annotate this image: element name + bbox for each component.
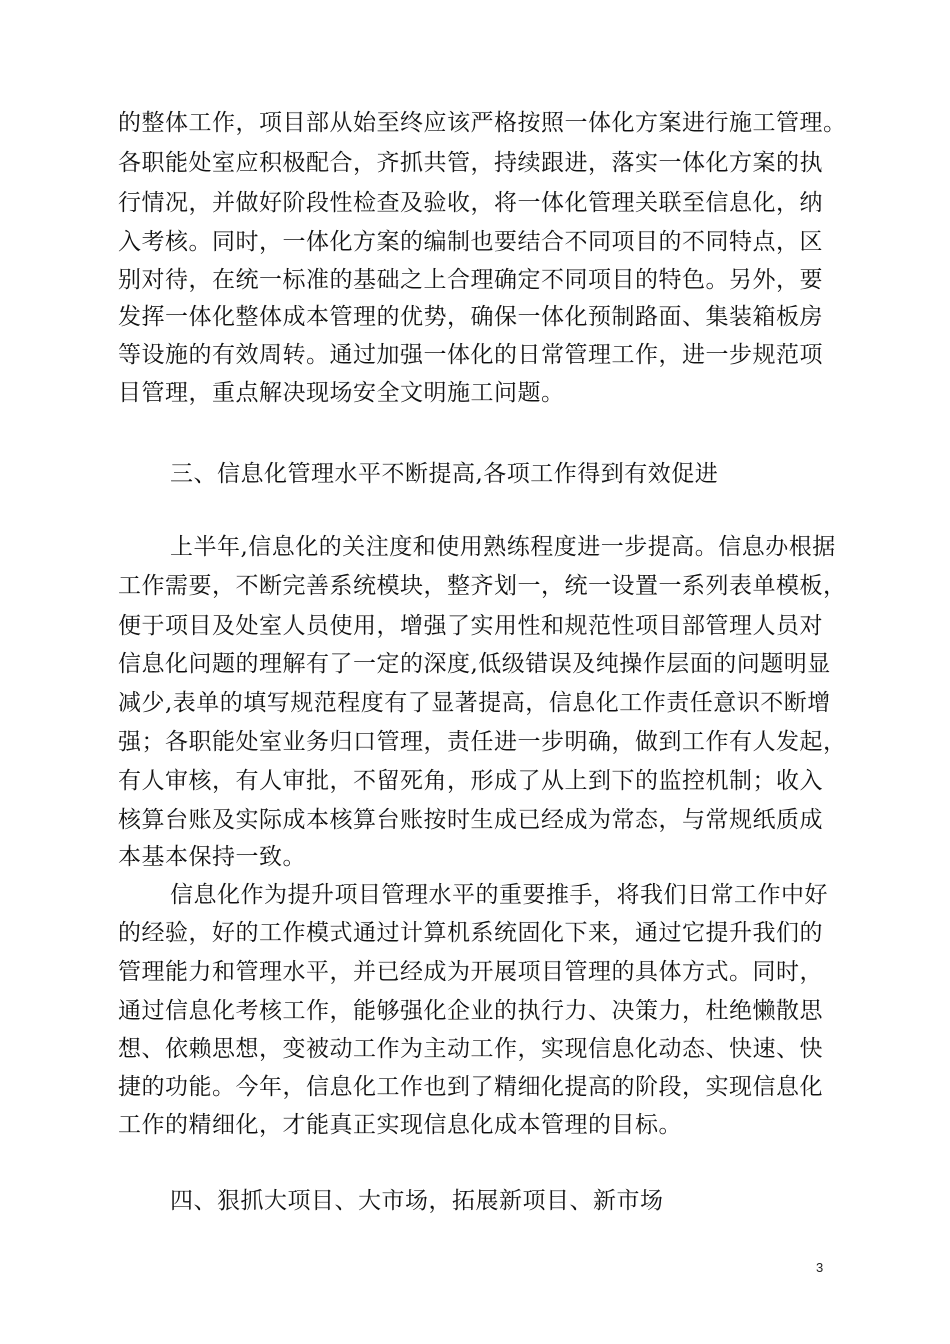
paragraph-line: 的经验，好的工作模式通过计算机系统固化下来，通过它提升我们的 (118, 920, 823, 946)
paragraph-line: 工作的精细化，才能真正实现信息化成本管理的目标。 (118, 1112, 682, 1138)
section-heading: 三、信息化管理水平不断提高,各项工作得到有效促进 (170, 461, 719, 487)
paragraph-line: 有人审核，有人审批，不留死角，形成了从上到下的监控机制；收入 (118, 768, 823, 794)
paragraph-line: 信息化作为提升项目管理水平的重要推手，将我们日常工作中好 (170, 882, 828, 908)
paragraph-line: 目管理，重点解决现场安全文明施工问题。 (118, 380, 565, 406)
page-number: 3 (816, 1260, 824, 1275)
paragraph-line: 信息化问题的理解有了一定的深度,低级错误及纯操作层面的问题明显 (118, 651, 831, 677)
paragraph-line: 核算台账及实际成本核算台账按时生成已经成为常态，与常规纸质成 (118, 807, 823, 833)
paragraph-line: 通过信息化考核工作，能够强化企业的执行力、决策力，杜绝懒散思 (118, 998, 823, 1024)
paragraph-line: 想、依赖思想，变被动工作为主动工作，实现信息化动态、快速、快 (118, 1036, 823, 1062)
paragraph-line: 强；各职能处室业务归口管理，责任进一步明确，做到工作有人发起， (118, 729, 847, 755)
paragraph-line: 发挥一体化整体成本管理的优势，确保一体化预制路面、集装箱板房 (118, 304, 823, 330)
paragraph-line: 工作需要，不断完善系统模块，整齐划一，统一设置一系列表单模板， (118, 573, 847, 599)
paragraph-line: 减少,表单的填写规范程度有了显著提高，信息化工作责任意识不断增 (118, 690, 831, 716)
paragraph-line: 等设施的有效周转。通过加强一体化的日常管理工作，进一步规范项 (118, 342, 823, 368)
paragraph-line: 便于项目及处室人员使用，增强了实用性和规范性项目部管理人员对 (118, 613, 823, 639)
paragraph-line: 上半年,信息化的关注度和使用熟练程度进一步提高。信息办根据 (170, 534, 836, 560)
paragraph-line: 行情况，并做好阶段性检查及验收，将一体化管理关联至信息化，纳 (118, 190, 823, 216)
section-heading: 四、狠抓大项目、大市场，拓展新项目、新市场 (170, 1188, 664, 1214)
paragraph-line: 本基本保持一致。 (118, 844, 306, 870)
paragraph-line: 管理能力和管理水平，并已经成为开展项目管理的具体方式。同时， (118, 959, 823, 985)
paragraph-line: 捷的功能。今年，信息化工作也到了精细化提高的阶段，实现信息化 (118, 1074, 823, 1100)
paragraph-line: 别对待，在统一标准的基础之上合理确定不同项目的特色。另外，要 (118, 267, 823, 293)
paragraph-line: 各职能处室应积极配合，齐抓共管，持续跟进，落实一体化方案的执 (118, 150, 823, 176)
paragraph-line: 入考核。同时，一体化方案的编制也要结合不同项目的不同特点，区 (118, 229, 823, 255)
paragraph-line: 的整体工作，项目部从始至终应该严格按照一体化方案进行施工管理。 (118, 110, 847, 136)
